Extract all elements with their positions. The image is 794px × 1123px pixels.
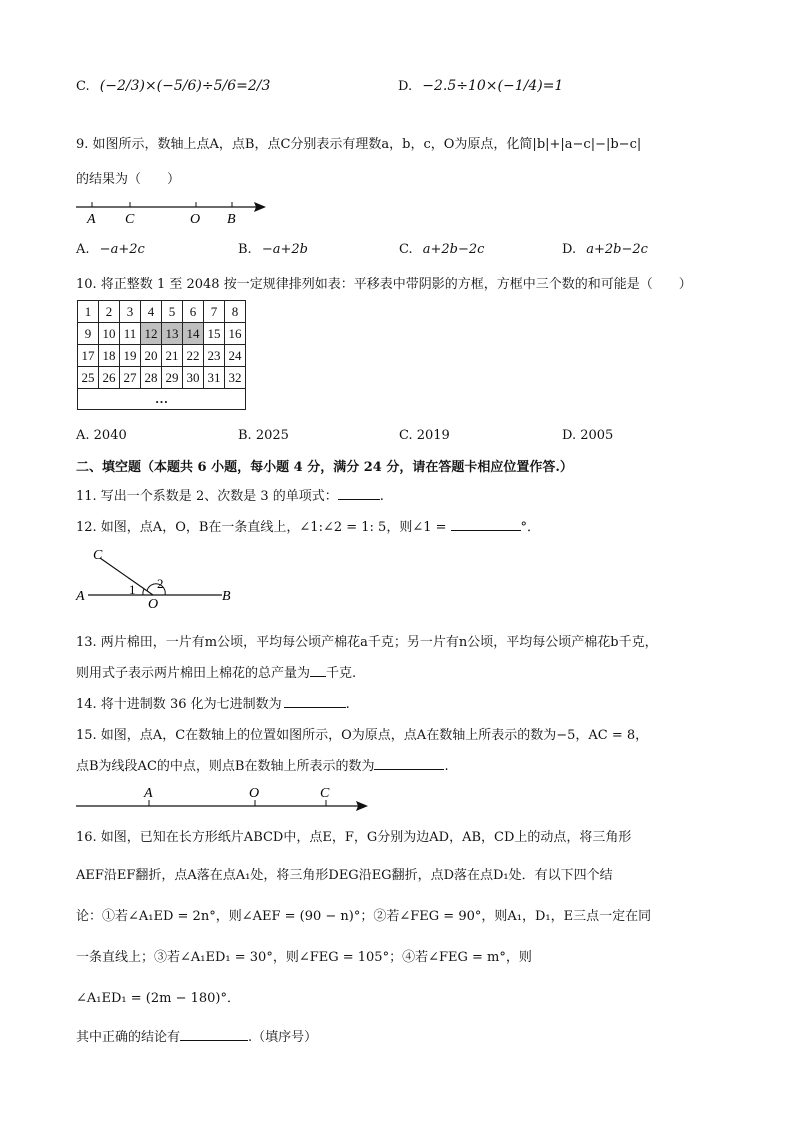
table-row [78,345,246,367]
q13-line1: 13. 两片棉田，一片有m公顷，平均每公顷产棉花a千克；另一片有n公顷，平均每公顷产棉花b千克， [76,635,658,650]
label-o: O [249,786,260,801]
table-cell: 32 [225,367,246,389]
q14-end: . [345,697,350,712]
label-o: O [190,212,201,227]
answer-blank [374,769,444,770]
option-label: D. [562,242,577,257]
label-o: O [148,597,159,610]
table-cell: 2 [99,301,120,323]
table-cell: 25 [78,367,99,389]
option-expression: (−2/3)×(−5/6)÷5/6=2/3 [99,78,271,94]
q10-option-d: D. 2005 [562,428,614,443]
table-cell: 21 [162,345,183,367]
table-cell: 18 [99,345,120,367]
table-cell: 10 [99,323,120,345]
q13-unit: 千克. [326,666,357,681]
label-b: B [227,212,236,227]
q12-text: 12. 如图，点A，O，B在一条直线上，∠1:∠2 = 1: 5，则∠1 = [76,520,447,535]
table-cell: 9 [78,323,99,345]
shaded-cell: 12 [141,323,162,345]
q16-line2: AEF沿EF翻折，点A落在点A₁处，将三角形DEG沿EG翻折，点D落在点D₁处．有以下四个结 [76,868,613,883]
ellipsis-cell: … [78,389,246,410]
q15-line1: 15. 如图，点A，C在数轴上的位置如图所示，O为原点，点A在数轴上所表示的数为−5，AC = 8， [76,728,649,743]
table-cell: 26 [99,367,120,389]
table-cell: 30 [183,367,204,389]
label-b: B [222,589,231,604]
q9-option-b [238,242,308,257]
q15-text: 点B为线段AC的中点，则点B在数轴上所表示的数为 [76,759,375,774]
shaded-cell: 14 [183,323,204,345]
option-expression: −a+2b [261,242,308,257]
q12 [76,516,540,535]
table-cell: 1 [78,301,99,323]
label-c: C [93,548,103,563]
option-expression: −2.5÷10×(−1/4)=1 [422,78,564,94]
table-cell: 29 [162,367,183,389]
label-a: A [76,589,85,604]
q16-line1: 16. 如图，已知在长方形纸片ABCD中，点E，F，G分别为边AD，AB，CD上的动点，将三角形 [76,830,632,845]
table-cell: 11 [120,323,141,345]
q10-option-a: A. 2040 [76,428,127,443]
table-cell: 3 [120,301,141,323]
label-angle-1: 1 [129,582,136,597]
q10-option-b: B. 2025 [238,428,289,443]
q9-number-line [70,196,275,228]
table-cell: 20 [141,345,162,367]
q10-option-c: C. 2019 [399,428,450,443]
q16-line3: 论：①若∠A₁ED = 2n°，则∠AEF = (90 − n)°；②若∠FEG = 90°，则A₁，D₁，E三点一定在同 [76,909,652,924]
ray-oc [100,558,153,595]
q15-number-line [70,782,375,816]
table-row [78,389,246,410]
option-expression: a+2b−2c [422,242,485,257]
number-table [77,300,246,410]
label-angle-2: 2 [157,576,164,591]
table-cell: 27 [120,367,141,389]
q15-line2 [76,755,449,774]
answer-blank [180,1040,248,1041]
table-row [78,367,246,389]
option-label: B. [238,242,252,257]
q8-option-c [76,78,270,94]
option-label: A. [76,242,90,257]
q16-line6 [76,1026,317,1045]
answer-blank [338,499,380,500]
table-cell: 24 [225,345,246,367]
table-cell: 19 [120,345,141,367]
option-label: C. [76,79,90,94]
section-heading: 二、填空题（本题共 6 小题，每小题 4 分，满分 24 分，请在答题卡相应位置作答.） [76,460,573,475]
q12-end: °． [520,520,541,535]
q16-line5: ∠A₁ED₁ = (2m − 180)°． [76,991,240,1006]
table-cell: 6 [183,301,204,323]
q9-stem-line1: 9. 如图所示，数轴上点A，点B，点C分别表示有理数a，b，c，O为原点，化简|b|+|a−c|−|b−c| [76,137,642,152]
q16-text: 其中正确的结论有 [76,1030,181,1045]
option-label: D. [398,79,413,94]
q11 [76,485,384,504]
q11-text: 11. 写出一个系数是 2、次数是 3 的单项式： [76,489,338,504]
q14-text: 14. 将十进制数 36 化为七进制数为 [76,697,282,712]
q12-angle-figure [74,544,244,610]
q11-end: . [379,489,384,504]
table-cell: 31 [204,367,225,389]
q9-option-c [399,242,484,257]
shaded-cell: 13 [162,323,183,345]
q10-stem: 10. 将正整数 1 至 2048 按一定规律排列如表：平移表中带阴影的方框，方框中三个数的和可能是（ ） [76,277,692,292]
table-cell: 7 [204,301,225,323]
table-cell: 22 [183,345,204,367]
q8-option-d [398,78,563,94]
table-cell: 15 [204,323,225,345]
table-cell: 23 [204,345,225,367]
table-row [78,301,246,323]
q9-option-a [76,242,145,257]
answer-blank [451,530,521,531]
table-cell: 17 [78,345,99,367]
table-cell: 28 [141,367,162,389]
table-row [78,323,246,345]
q14 [76,693,350,712]
q16-end: .（填序号） [248,1030,318,1045]
option-label: C. [399,242,413,257]
answer-blank [284,707,346,708]
label-c: C [320,786,330,801]
option-expression: a+2b−2c [586,242,648,257]
option-expression: −a+2c [99,242,145,257]
q13-text: 则用式子表示两片棉田上棉花的总产量为 [76,666,311,681]
answer-blank [310,676,326,677]
label-c: C [125,212,135,227]
q9-option-d [562,242,648,257]
table-cell: 5 [162,301,183,323]
q15-end: . [444,759,449,774]
q16-line4: 一条直线上；③若∠A₁ED₁ = 30°，则∠FEG = 105°；④若∠FEG = m°，则 [76,950,532,965]
table-cell: 4 [141,301,162,323]
label-a: A [87,212,96,227]
table-cell: 8 [225,301,246,323]
q13-line2 [76,662,356,681]
label-a: A [144,786,153,801]
table-cell: 16 [225,323,246,345]
angle-1-arc [143,589,144,595]
q9-stem-line2: 的结果为（ ） [76,172,181,187]
